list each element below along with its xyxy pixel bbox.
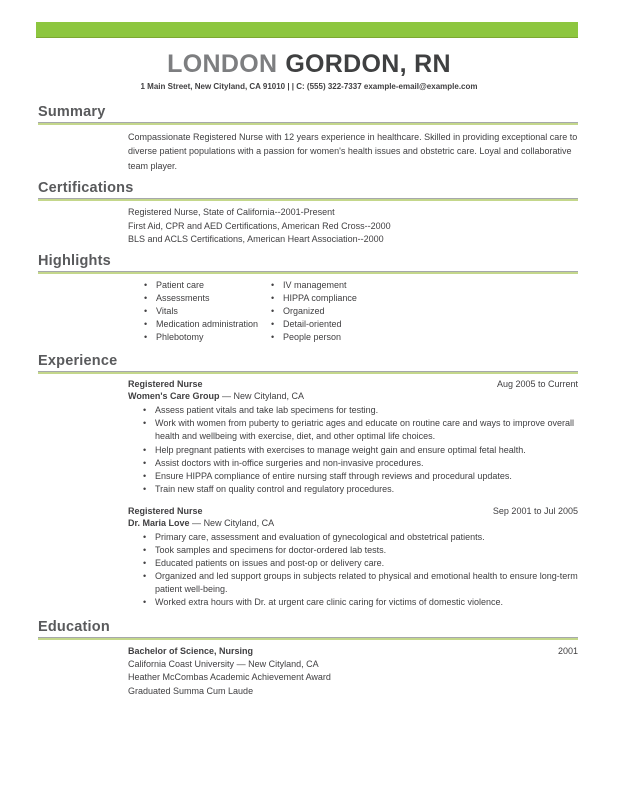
job-organization-line [128,517,578,530]
job-title: Registered Nurse [128,505,203,516]
highlight-item: • Medication administration [143,318,270,331]
highlights-columns [143,279,578,344]
job-bullet-list [128,404,578,496]
job-dates: Aug 2005 to Current [496,379,578,390]
highlight-item: • IV management [270,279,357,292]
candidate-last-name: GORDON, RN [285,50,451,78]
section-certifications [38,180,578,247]
job-company: Women's Care Group [128,391,220,402]
job-bullet: • Took samples and specimens for doctor-ordered lab tests. [128,544,578,557]
accent-bar [36,22,578,38]
job-bullet: • Work with women from puberty to geriatric ages and educate on routine care and ways to improve overall health and wellbeing with exercise, diet, and other optimal life choices. [128,417,578,443]
experience-entry-1 [128,378,578,495]
job-header [128,505,578,517]
job-bullet: • Help pregnant patients with exercises to manage weight gain and ensure optimal fetal health. [128,444,578,457]
job-organization-line [128,390,578,403]
highlight-item: • Phlebotomy [143,331,270,344]
highlight-item: • Detail-oriented [270,318,357,331]
highlight-item: • People person [270,331,357,344]
highlights-rule [38,271,578,274]
certification-item: First Aid, CPR and AED Certifications, American Red Cross--2000 [128,220,391,231]
education-details [128,658,578,671]
certifications-rule [38,198,578,201]
candidate-first-name: LONDON [167,50,278,78]
experience-rule [38,371,578,374]
job-location: New Cityland, CA [203,517,275,528]
section-education [38,619,578,698]
education-degree: Bachelor of Science, Nursing [128,646,254,657]
contact-line: 1 Main Street, New Cityland, CA 91010 | | C: (555) 322-7337 example-email@example.com [140,82,478,91]
job-bullet: • Worked extra hours with Dr. at urgent care clinic caring for victims of domestic violence. [128,596,578,609]
highlights-column-1 [143,279,270,344]
section-summary [38,104,578,173]
summary-heading: Summary [38,104,106,120]
dash-separator: — [236,658,246,669]
section-experience [38,353,578,609]
experience-heading: Experience [38,353,118,370]
job-bullet: • Assist doctors with in-office surgeries and non-invasive procedures. [128,457,578,470]
highlight-item: • Vitals [143,305,270,318]
job-company: Dr. Maria Love [128,517,190,528]
certification-item: Registered Nurse, State of California--2001-Present [128,207,335,218]
job-bullet: • Assess patient vitals and take lab specimens for testing. [128,404,578,417]
dash-separator: — [222,391,232,402]
resume-sections [38,104,578,698]
summary-rule [38,122,578,125]
certification-list [128,206,578,247]
summary-text: Compassionate Registered Nurse with 12 years experience in healthcare. Skilled in providing exceptional care to diverse patient populations with a passion for women's health issues and obstetric care. Loyal and collaborative team player. [128,132,578,171]
highlight-item: • Patient care [143,279,270,292]
certification-item: BLS and ACLS Certifications, American Heart Association--2000 [128,234,384,245]
highlights-column-2 [270,279,357,344]
highlight-item: • HIPPA compliance [270,292,357,305]
certifications-heading: Certifications [38,180,134,197]
job-bullet: • Organized and led support groups in subjects related to physical and emotional health to ensure long-term patient well-being. [128,570,578,596]
job-header [128,378,578,390]
job-bullet: • Primary care, assessment and evaluation of gynecological and obstetrical patients. [128,531,578,544]
dash-separator: — [192,517,202,528]
education-school-line [128,658,578,671]
highlights-heading: Highlights [38,253,111,269]
education-heading: Education [38,619,110,636]
education-year: 2001 [557,646,578,657]
job-bullet: • Ensure HIPPA compliance of entire nursing staff through reviews and procedural updates. [128,470,578,483]
job-location: New Cityland, CA [233,391,305,402]
education-header [128,645,578,658]
education-honors [128,671,578,698]
education-honor-item: Heather McCombas Academic Achievement Award [128,672,331,683]
job-bullet: • Train new staff on quality control and regulatory procedures. [128,483,578,496]
education-honor-item: Graduated Summa Cum Laude [128,685,254,696]
job-bullet-list [128,531,578,610]
section-highlights [38,253,578,344]
highlight-item: • Organized [270,305,357,318]
job-dates: Sep 2001 to Jul 2005 [492,505,578,516]
education-entry [128,645,578,698]
highlight-item: • Assessments [143,292,270,305]
education-school: California Coast University [128,658,235,669]
job-bullet: • Educated patients on issues and post-op or delivery care. [128,557,578,570]
education-location: New Cityland, CA [248,658,319,669]
candidate-name [0,49,618,79]
education-rule [38,637,578,640]
job-title: Registered Nurse [128,379,203,390]
experience-entry-2 [128,505,578,609]
